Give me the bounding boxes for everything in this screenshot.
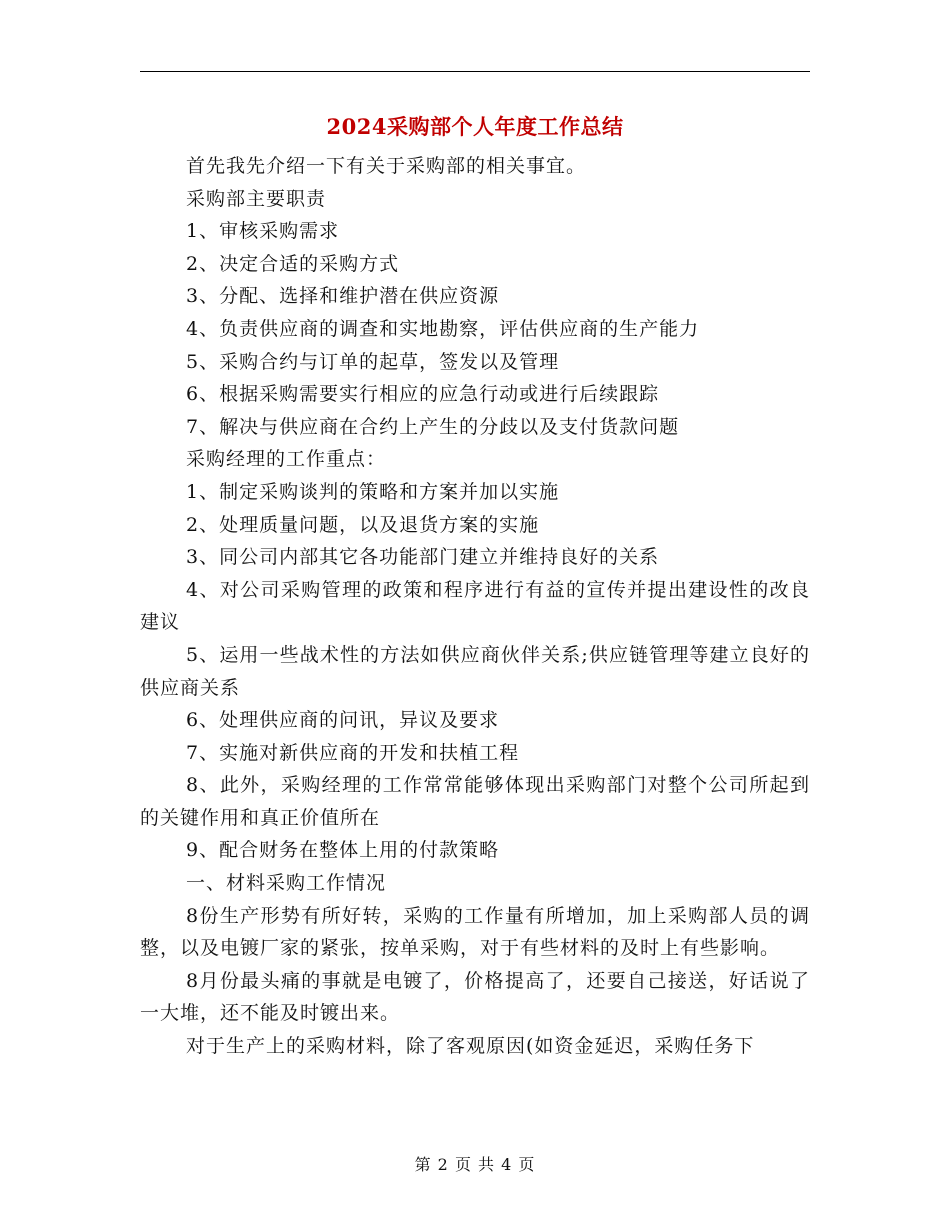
body-paragraph: 7、解决与供应商在合约上产生的分歧以及支付货款问题	[186, 415, 680, 438]
body-paragraph: 1、审核采购需求	[186, 220, 340, 243]
body-paragraph: 9、配合财务在整体上用的付款策略	[186, 839, 500, 862]
header-rule	[140, 71, 810, 72]
body-paragraph: 8、此外，采购经理的工作常常能够体现出采购部门对整个公司所起到的关键作用和真正价值所在	[140, 774, 810, 829]
page-number-label: 第 2 页 共 4 页	[414, 1155, 536, 1174]
body-paragraph: 8份生产形势有所好转，采购的工作量有所增加，加上采购部人员的调整，以及电镀厂家的紧张，按单采购，对于有些材料的及时上有些影响。	[140, 904, 810, 960]
body-paragraph: 6、处理供应商的问讯，异议及要求	[186, 709, 500, 732]
document-title: 2024采购部个人年度工作总结	[326, 114, 624, 139]
body-paragraph: 1、制定采购谈判的策略和方案并加以实施	[186, 480, 560, 503]
body-paragraph: 5、运用一些战术性的方法如供应商伙伴关系;供应链管理等建立良好的供应商关系	[140, 643, 810, 699]
body-paragraph: 4、对公司采购管理的政策和程序进行有益的宣传并提出建设性的改良建议	[140, 578, 810, 634]
body-paragraph: 7、实施对新供应商的开发和扶植工程	[186, 741, 520, 764]
body-paragraph: 4、负责供应商的调查和实地勘察，评估供应商的生产能力	[186, 317, 700, 340]
body-paragraph: 采购部主要职责	[186, 187, 327, 210]
body-paragraph: 3、同公司内部其它各功能部门建立并维持良好的关系	[186, 546, 660, 569]
page-footer	[0, 1154, 950, 1176]
body-paragraph: 5、采购合约与订单的起草，签发以及管理	[186, 350, 560, 373]
body-paragraph: 2、决定合适的采购方式	[186, 252, 400, 275]
body-paragraph: 8月份最头痛的事就是电镀了，价格提高了，还要自己接送，好话说了一大堆，还不能及时镀出来。	[140, 969, 810, 1025]
document-body	[140, 150, 810, 1063]
body-paragraph: 采购经理的工作重点：	[186, 448, 387, 471]
body-paragraph: 一、材料采购工作情况	[186, 872, 387, 895]
body-paragraph: 2、处理质量问题，以及退货方案的实施	[186, 513, 540, 536]
body-paragraph: 6、根据采购需要实行相应的应急行动或进行后续跟踪	[186, 383, 660, 406]
body-paragraph: 首先我先介绍一下有关于采购部的相关事宜。	[186, 155, 587, 177]
body-paragraph: 3、分配、选择和维护潜在供应资源	[186, 285, 500, 308]
body-paragraph: 对于生产上的采购材料，除了客观原因(如资金延迟，采购任务下	[186, 1035, 755, 1058]
